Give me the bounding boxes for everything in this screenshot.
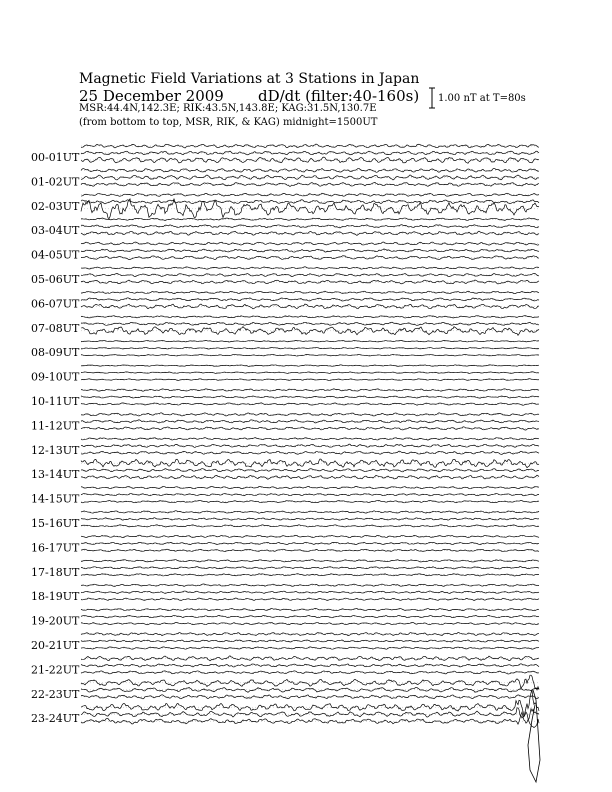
- row-label-10-11UT: 10-11UT: [31, 395, 80, 408]
- trace-KAG-12-13UT: [81, 438, 539, 441]
- row-label-13-14UT: 13-14UT: [31, 468, 80, 482]
- trace-RIK-16-17UT: [81, 542, 539, 544]
- trace-MSR-21-22UT: [81, 671, 539, 674]
- row-label-03-04UT: 03-04UT: [31, 224, 80, 238]
- trace-KAG-20-21UT: [81, 633, 539, 636]
- row-label-12-13UT: 12-13UT: [31, 443, 80, 457]
- trace-MSR-14-15UT: [81, 500, 539, 502]
- trace-KAG-16-17UT: [81, 535, 539, 537]
- row-label-04-05UT: 04-05UT: [31, 248, 80, 262]
- row-label-07-08UT: 07-08UT: [31, 321, 80, 335]
- row-label-01-02UT: 01-02UT: [31, 175, 80, 189]
- row-label-09-10UT: 09-10UT: [31, 370, 80, 384]
- trace-RIK-01-02UT: [81, 175, 539, 180]
- trace-KAG-08-09UT: [81, 340, 539, 342]
- trace-MSR-06-07UT: [81, 304, 539, 309]
- trace-RIK-07-08UT: [81, 322, 539, 325]
- trace-KAG-23-24UT: [81, 690, 539, 717]
- trace-RIK-08-09UT: [81, 347, 539, 349]
- chart-title: Magnetic Field Variations at 3 Stations in Japan: [79, 71, 420, 87]
- row-label-16-17UT: 16-17UT: [31, 541, 80, 555]
- trace-KAG-03-04UT: [81, 218, 539, 221]
- trace-MSR-00-01UT: [81, 157, 539, 163]
- trace-RIK-11-12UT: [81, 420, 539, 423]
- trace-MSR-07-08UT: [81, 327, 539, 336]
- row-label-22-23UT: 22-23UT: [31, 687, 80, 701]
- station-coordinates: MSR:44.4N,142.3E; RIK:43.5N,143.8E; KAG:31.5N,130.7E: [79, 103, 377, 114]
- row-label-20-21UT: 20-21UT: [31, 639, 80, 652]
- trace-KAG-18-19UT: [81, 584, 539, 586]
- trace-MSR-17-18UT: [81, 574, 539, 576]
- trace-KAG-01-02UT: [81, 168, 539, 172]
- row-label-23-24UT: 23-24UT: [31, 712, 80, 726]
- row-label-00-01UT: 00-01UT: [31, 151, 80, 164]
- trace-KAG-05-06UT: [81, 267, 539, 269]
- trace-MSR-12-13UT: [81, 451, 539, 454]
- trace-MSR-08-09UT: [81, 354, 539, 356]
- scale-bar-label: 1.00 nT at T=80s: [438, 93, 526, 104]
- trace-KAG-00-01UT: [81, 144, 539, 148]
- row-label-19-20UT: 19-20UT: [31, 614, 80, 628]
- row-label-02-03UT: 02-03UT: [31, 199, 80, 213]
- row-label-14-15UT: 14-15UT: [31, 492, 80, 506]
- trace-RIK-03-04UT: [81, 225, 539, 228]
- row-label-21-22UT: 21-22UT: [31, 663, 80, 677]
- trace-RIK-20-21UT: [81, 640, 539, 642]
- trace-KAG-19-20UT: [81, 608, 539, 610]
- trace-KAG-22-23UT: [81, 675, 539, 690]
- chart-date: 25 December 2009: [79, 87, 224, 105]
- chart-filter: dD/dt (filter:40-160s): [258, 87, 420, 105]
- station-order-note: (from bottom to top, MSR, RIK, & KAG) midnight=1500UT: [79, 117, 378, 128]
- row-label-06-07UT: 06-07UT: [31, 297, 80, 311]
- row-label-05-06UT: 05-06UT: [31, 273, 80, 286]
- row-label-17-18UT: 17-18UT: [31, 565, 80, 579]
- trace-RIK-21-22UT: [81, 664, 539, 667]
- row-label-08-09UT: 08-09UT: [31, 346, 80, 360]
- row-label-11-12UT: 11-12UT: [31, 419, 80, 433]
- row-label-15-16UT: 15-16UT: [31, 517, 80, 530]
- trace-MSR-19-20UT: [81, 622, 539, 624]
- trace-MSR-22-23UT: [81, 695, 539, 699]
- row-label-18-19UT: 18-19UT: [31, 590, 80, 604]
